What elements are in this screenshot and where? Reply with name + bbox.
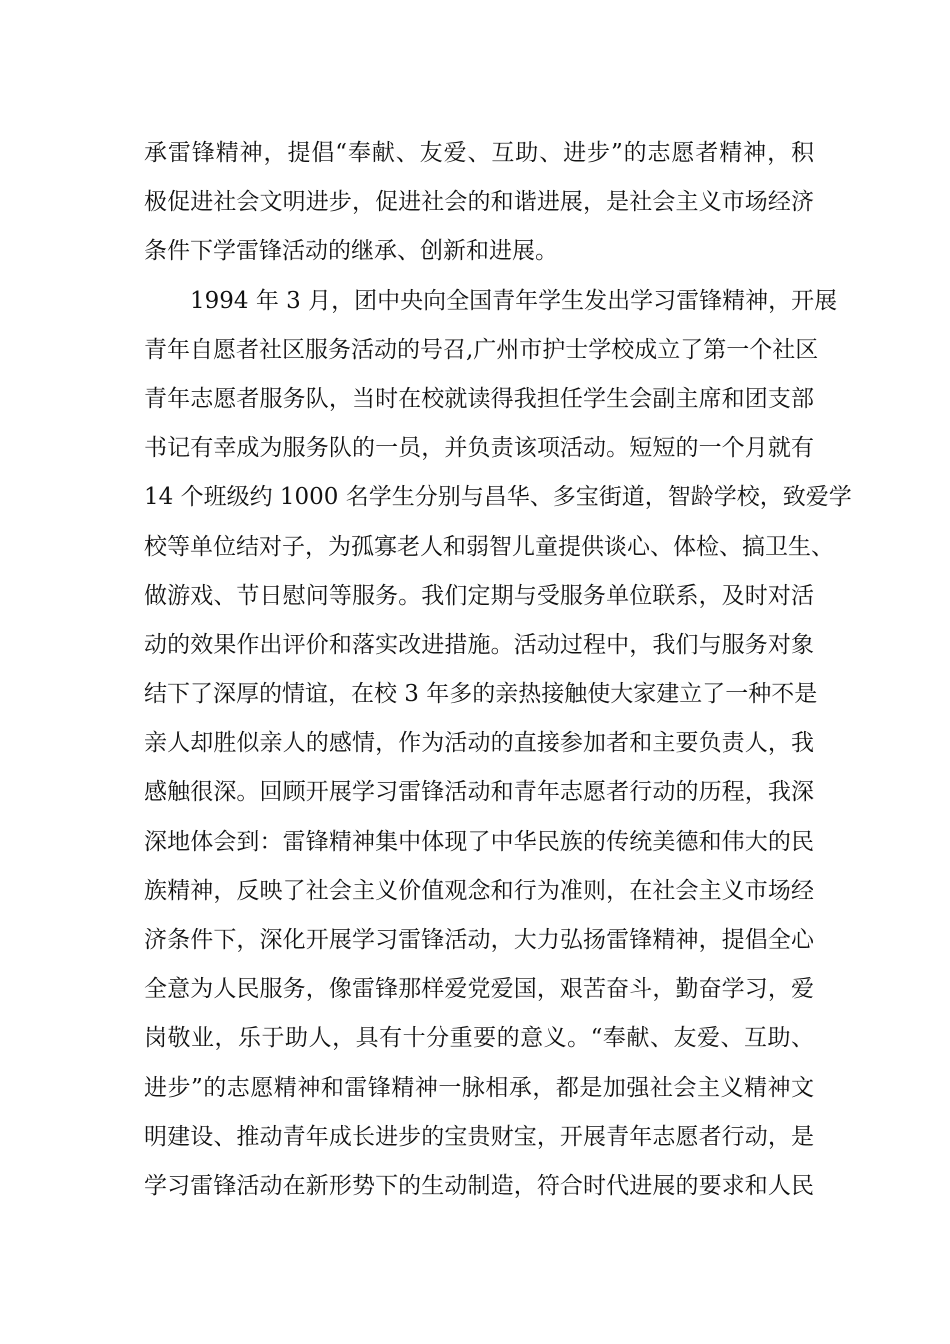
text-line: 动的效果作出评价和落实改进措施。活动过程中，我们与服务对象 (144, 631, 814, 658)
text-line: 学习雷锋活动在新形势下的生动制造，符合时代进展的要求和人民 (144, 1172, 814, 1199)
text-line: 校等单位结对子，为孤寡老人和弱智儿童提供谈心、体检、搞卫生、 (144, 533, 834, 560)
text-line: 承雷锋精神，提倡“奉献、友爱、互助、进步”的志愿者精神，积 (144, 140, 814, 166)
text-line: 全意为人民服务，像雷锋那样爱党爱国，艰苦奋斗，勤奋学习，爱 (144, 976, 814, 1003)
text-line: 济条件下，深化开展学习雷锋活动，大力弘扬雷锋精神，提倡全心 (144, 927, 814, 953)
text-line: 感触很深。回顾开展学习雷锋活动和青年志愿者行动的历程，我深 (144, 779, 814, 806)
body-text (144, 133, 852, 1215)
text-line: 亲人却胜似亲人的感情，作为活动的直接参加者和主要负责人，我 (144, 730, 814, 757)
text-line: 书记有幸成为服务队的一员，并负责该项活动。短短的一个月就有 (144, 435, 814, 462)
text-line: 深地体会到：雷锋精神集中体现了中华民族的传统美德和伟大的民 (144, 828, 814, 855)
text-line: 青年自愿者社区服务活动的号召,广州市护士学校成立了第一个社区 (144, 336, 819, 363)
text-line: 明建设、推动青年成长进步的宝贵财宝，开展青年志愿者行动，是 (144, 1123, 814, 1150)
text-line: 岗敬业，乐于助人，具有十分重要的意义。“奉献、友爱、互助、 (144, 1025, 814, 1052)
text-line: 进步”的志愿精神和雷锋精神一脉相承，都是加强社会主义精神文 (144, 1074, 814, 1101)
text-line: 极促进社会文明进步，促进社会的和谐进展，是社会主义市场经济 (144, 189, 814, 216)
text-line: 1994 年 3 月，团中央向全国青年学生发出学习雷锋精神，开展 (190, 287, 838, 314)
text-line: 青年志愿者服务队，当时在校就读得我担任学生会副主席和团支部 (144, 385, 814, 412)
text-line: 族精神，反映了社会主义价值观念和行为准则，在社会主义市场经 (144, 877, 814, 904)
text-line: 做游戏、节日慰问等服务。我们定期与受服务单位联系，及时对活 (144, 582, 814, 609)
text-line: 条件下学雷锋活动的继承、创新和进展。 (144, 238, 558, 265)
text-line: 14 个班级约 1000 名学生分别与昌华、多宝街道，智龄学校，致爱学 (144, 484, 852, 511)
text-line: 结下了深厚的情谊，在校 3 年多的亲热接触使大家建立了一种不是 (144, 681, 818, 708)
